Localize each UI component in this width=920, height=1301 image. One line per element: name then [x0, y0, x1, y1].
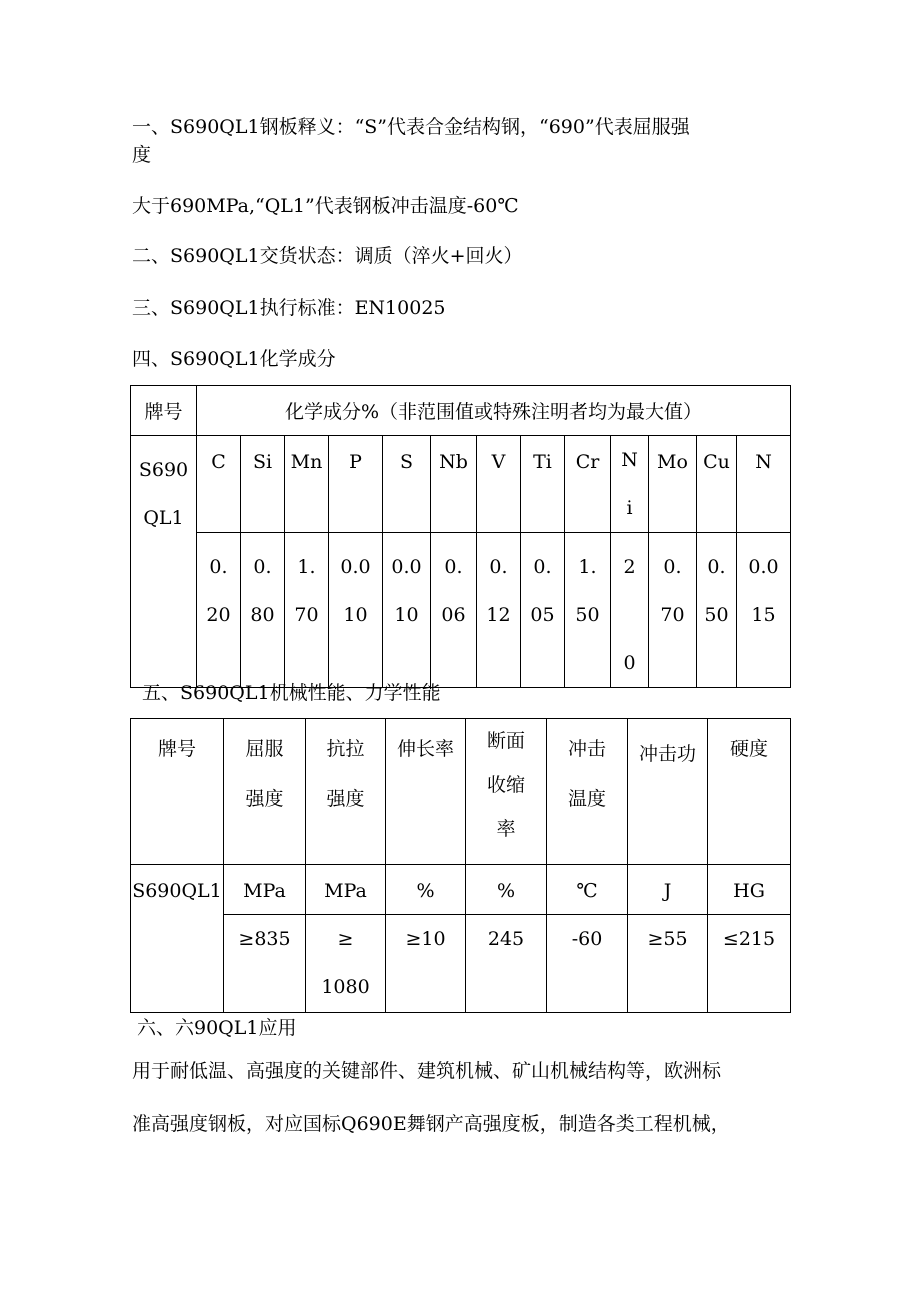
mech-header-tensile: 抗拉 强度 [306, 719, 386, 865]
unit-hardness: HG [708, 865, 791, 915]
element-n: N [737, 436, 791, 533]
value-hardness: ≤215 [708, 915, 791, 1013]
value-impact-temp: -60 [547, 915, 628, 1013]
element-ni: N i [611, 436, 649, 533]
element-cr: Cr [565, 436, 611, 533]
value-c: 0. 20 [197, 533, 241, 688]
element-si: Si [241, 436, 285, 533]
mech-header-elongation: 伸长率 [386, 719, 466, 865]
app-title: 六、六90QL1应用 [137, 1017, 297, 1039]
value-mn: 1. 70 [285, 533, 329, 688]
value-ti: 0. 05 [521, 533, 565, 688]
mech-grade: S690QL1 [131, 865, 224, 1013]
mech-header-yield: 屈服 强度 [224, 719, 306, 865]
standard-line: 三、S690QL1执行标准：EN10025 [132, 297, 446, 319]
element-mo: Mo [649, 436, 697, 533]
delivery-line: 二、S690QL1交货状态：调质（淬火+回火） [132, 245, 523, 267]
intro-line-1-cont: 度 [132, 144, 152, 166]
value-p: 0.0 10 [329, 533, 383, 688]
element-s: S [383, 436, 431, 533]
element-p: P [329, 436, 383, 533]
intro-line-1: 一、S690QL1钢板释义：“S”代表合金结构钢，“690”代表屈服强 [132, 116, 690, 138]
value-elongation: ≥10 [386, 915, 466, 1013]
mech-table [130, 718, 791, 1013]
element-v: V [477, 436, 521, 533]
element-nb: Nb [431, 436, 477, 533]
value-cu: 0. 50 [697, 533, 737, 688]
unit-reduction: % [466, 865, 547, 915]
unit-elongation: % [386, 865, 466, 915]
mech-header-hardness: 硬度 [708, 719, 791, 865]
app-line-1: 用于耐低温、高强度的关键部件、建筑机械、矿山机械结构等，欧洲标 [132, 1060, 722, 1082]
mech-header-reduction: 断面 收缩 率 [466, 719, 547, 865]
value-nb: 0. 06 [431, 533, 477, 688]
mech-header-impact-temp: 冲击 温度 [547, 719, 628, 865]
intro-line-2: 大于690MPa,“QL1”代表钢板冲击温度-60℃ [132, 195, 519, 217]
value-impact-energy: ≥55 [628, 915, 708, 1013]
value-s: 0.0 10 [383, 533, 431, 688]
mech-header-impact-energy: 冲击功 [628, 719, 708, 865]
value-reduction: 245 [466, 915, 547, 1013]
unit-yield: MPa [224, 865, 306, 915]
value-ni: 2 0 [611, 533, 649, 688]
chem-header: 化学成分%（非范围值或特殊注明者均为最大值） [197, 386, 791, 436]
value-yield: ≥835 [224, 915, 306, 1013]
chem-grade-header: 牌号 [131, 386, 197, 436]
value-tensile: ≥ 1080 [306, 915, 386, 1013]
chem-grade: S690 QL1 [131, 436, 197, 688]
unit-impact-temp: ℃ [547, 865, 628, 915]
value-mo: 0. 70 [649, 533, 697, 688]
mech-header-grade: 牌号 [131, 719, 224, 865]
app-line-2: 准高强度钢板，对应国标Q690E舞钢产高强度板，制造各类工程机械， [132, 1113, 730, 1135]
value-n: 0.0 15 [737, 533, 791, 688]
value-cr: 1. 50 [565, 533, 611, 688]
mech-title: 五、S690QL1机械性能、力学性能 [142, 682, 441, 704]
value-v: 0. 12 [477, 533, 521, 688]
value-si: 0. 80 [241, 533, 285, 688]
element-ti: Ti [521, 436, 565, 533]
unit-tensile: MPa [306, 865, 386, 915]
chem-title: 四、S690QL1化学成分 [132, 348, 336, 370]
unit-impact-energy: J [628, 865, 708, 915]
element-c: C [197, 436, 241, 533]
chem-table [130, 385, 791, 688]
element-mn: Mn [285, 436, 329, 533]
element-cu: Cu [697, 436, 737, 533]
